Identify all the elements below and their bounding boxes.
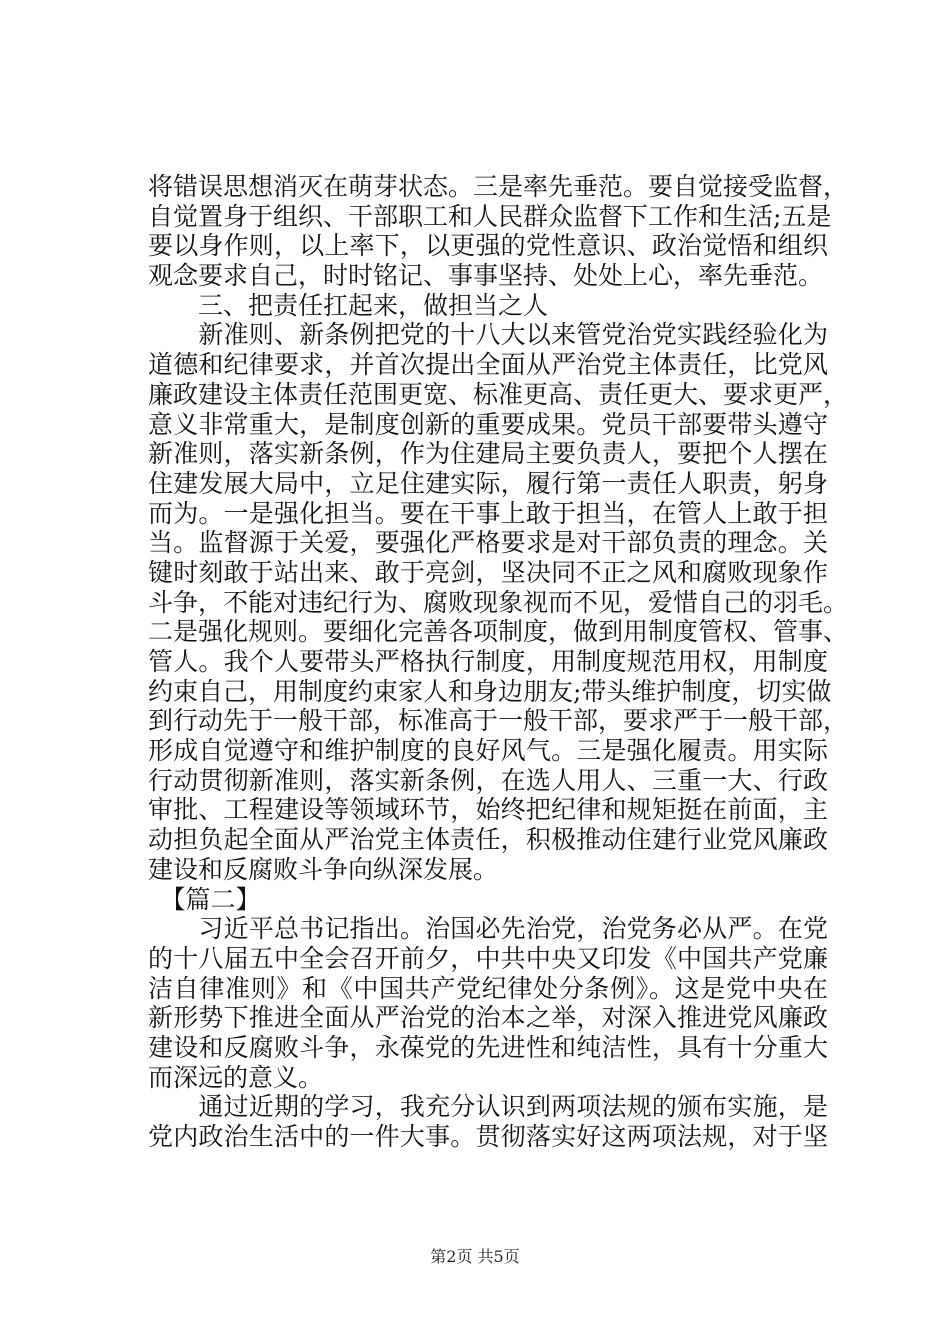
text-line: 要以身作则，以上率下，以更强的党性意识、政治觉悟和组织 — [148, 231, 828, 261]
text-line: 洁自律准则》和《中国共产党纪律处分条例》。这是党中央在 — [148, 973, 828, 1003]
text-line: 观念要求自己，时时铭记、事事坚持、处处上心，率先垂范。 — [148, 261, 824, 291]
text-line: 习近平总书记指出。治国必先治党，治党务必从严。在党 — [148, 914, 828, 944]
text-line: 党内政治生活中的一件大事。贯彻落实好这两项法规，对于坚 — [148, 1122, 828, 1151]
text-line: 将错误思想消灭在萌芽状态。三是率先垂范。要自觉接受监督， — [148, 172, 849, 201]
text-line: 自觉置身于组织、干部职工和人民群众监督下工作和生活;五是 — [148, 201, 832, 231]
text-line: 廉政建设主体责任范围更宽、标准更高、责任更大、要求更严， — [148, 379, 849, 409]
text-line: 而为。一是强化担当。要在干事上敢于担当，在管人上敢于担 — [148, 498, 828, 528]
text-line: 动担负起全面从严治党主体责任，积极推动住建行业党风廉政 — [148, 825, 828, 855]
text-line: 通过近期的学习，我充分认识到两项法规的颁布实施，是 — [148, 1092, 828, 1122]
document-body — [148, 172, 849, 1152]
text-line: 审批、工程建设等领域环节，始终把纪律和规矩挺在前面，主 — [148, 795, 828, 825]
text-line: 斗争，不能对违纪行为、腐败现象视而不见，爱惜自己的羽毛。 — [148, 587, 849, 617]
text-line: 约束自己，用制度约束家人和身边朋友;带头维护制度，切实做 — [148, 676, 832, 706]
page-number-footer: 第2页 共5页 — [430, 1247, 520, 1266]
text-line: 形成自觉遵守和维护制度的良好风气。三是强化履责。用实际 — [148, 736, 828, 766]
text-line: 建设和反腐败斗争向纵深发展。 — [148, 854, 499, 884]
text-line: 新准则、新条例把党的十八大以来管党治党实践经验化为 — [148, 320, 828, 350]
section-heading: 三、把责任扛起来，做担当之人 — [148, 290, 549, 320]
text-line: 到行动先于一般干部，标准高于一般干部，要求严于一般干部， — [148, 706, 849, 736]
text-line: 键时刻敢于站出来、敢于亮剑，坚决同不正之风和腐败现象作 — [148, 557, 828, 587]
text-line: 道德和纪律要求，并首次提出全面从严治党主体责任，比党风 — [148, 350, 828, 380]
section-heading: 【篇二】 — [148, 884, 261, 914]
text-line: 新准则，落实新条例，作为住建局主要负责人，要把个人摆在 — [148, 439, 828, 469]
text-line: 当。监督源于关爱，要强化严格要求是对干部负责的理念。关 — [148, 528, 828, 558]
text-line: 意义非常重大，是制度创新的重要成果。党员干部要带头遵守 — [148, 409, 828, 439]
text-line: 管人。我个人要带头严格执行制度，用制度规范用权，用制度 — [148, 647, 828, 676]
text-line: 新形势下推进全面从严治党的治本之举，对深入推进党风廉政 — [148, 1003, 828, 1033]
text-line: 二是强化规则。要细化完善各项制度，做到用制度管权、管事、 — [148, 617, 849, 647]
text-line: 而深远的意义。 — [148, 1062, 324, 1092]
text-line: 住建发展大局中，立足住建实际，履行第一责任人职责，躬身 — [148, 468, 828, 498]
text-line: 行动贯彻新准则，落实新条例，在选人用人、三重一大、行政 — [148, 765, 828, 795]
text-line: 的十八届五中全会召开前夕，中共中央又印发《中国共产党廉 — [148, 943, 828, 973]
text-line: 建设和反腐败斗争，永葆党的先进性和纯洁性，具有十分重大 — [148, 1032, 828, 1062]
